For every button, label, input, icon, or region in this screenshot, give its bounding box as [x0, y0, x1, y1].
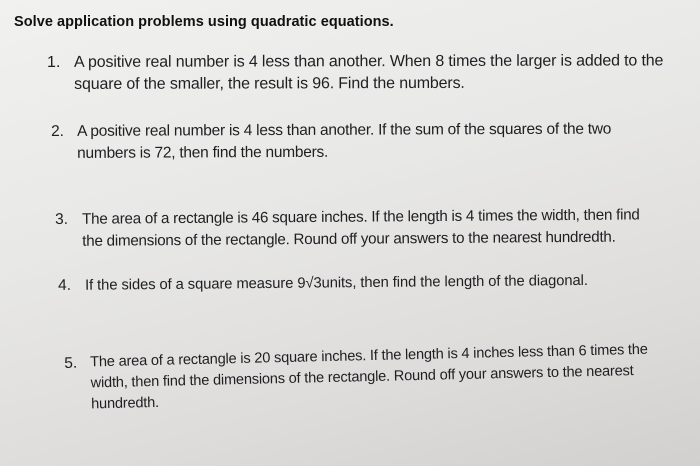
problem-number: 4. [58, 276, 72, 294]
problem-line: square of the smaller, the result is 96. Find the numbers. [74, 74, 465, 93]
problem-line: The area of a rectangle is 46 square inches. If the length is 4 times the width, then find [82, 206, 640, 228]
problem-number: 5. [64, 354, 78, 372]
problem-text [74, 50, 663, 96]
problem-line: numbers is 72, then find the numbers. [77, 143, 329, 162]
problem-text [82, 204, 640, 252]
problem-line: hundredth. [90, 394, 160, 413]
problem-number: 1. [47, 53, 61, 71]
worksheet-heading: Solve application problems using quadratic equations. [14, 14, 394, 30]
problem-line: A positive real number is 4 less than another. If the sum of the squares of the two [77, 120, 612, 140]
problem-line: If the sides of a square measure 9√3units, then find the length of the diagonal. [85, 272, 588, 294]
problem-line: A positive real number is 4 less than another. When 8 times the larger is added to the [74, 52, 664, 71]
problem-text [77, 119, 611, 165]
problem-text [90, 340, 649, 416]
problem-line: the dimensions of the rectangle. Round off your answers to the nearest hundredth. [82, 228, 616, 250]
problem-number: 3. [55, 210, 69, 228]
problem-line: The area of a rectangle is 20 square inches. If the length is 4 inches less than 6 times the [90, 341, 648, 371]
problem-number: 2. [51, 122, 65, 140]
problem-line: width, then find the dimensions of the rectangle. Round off your answers to the nearest [90, 363, 634, 392]
problem-text [85, 270, 588, 297]
